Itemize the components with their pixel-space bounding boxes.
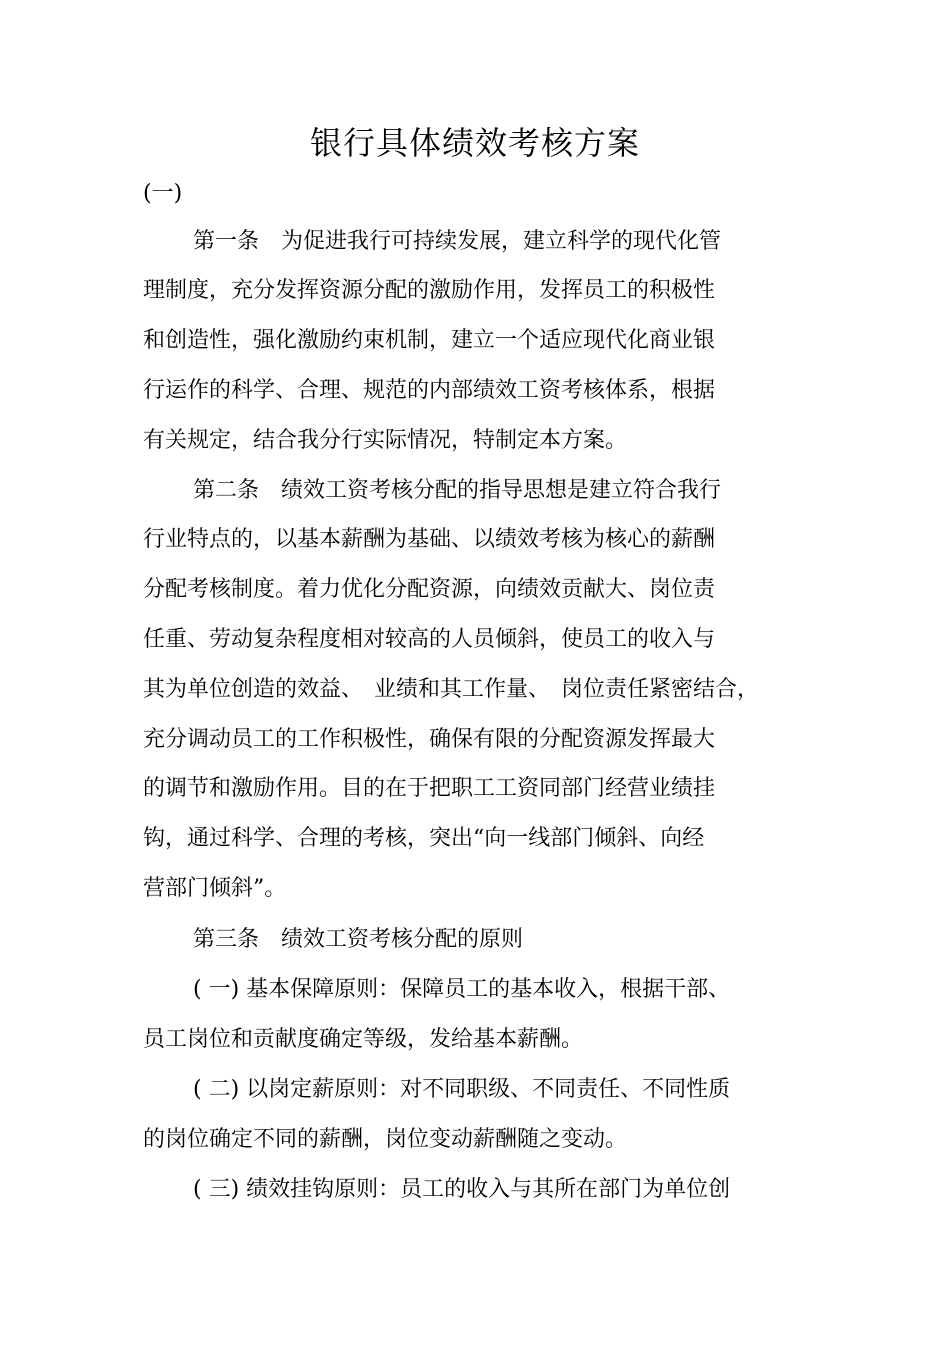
- paragraph-line: 有关规定，结合我分行实际情况，特制定本方案。: [143, 428, 628, 453]
- paragraph-line: 第三条 绩效工资考核分配的原则: [193, 927, 524, 952]
- paragraph-line: 的调节和激励作用。目的在于把职工工资同部门经营业绩挂: [143, 776, 716, 801]
- paragraph-line: ( 一) 基本保障原则：保障员工的基本收入，根据干部、: [193, 977, 731, 1002]
- document-title: 银行具体绩效考核方案: [309, 124, 640, 162]
- paragraph-line: 任重、劳动复杂程度相对较高的人员倾斜，使员工的收入与: [143, 627, 716, 652]
- paragraph-line: 第二条 绩效工资考核分配的指导思想是建立符合我行: [193, 478, 722, 503]
- paragraph-line: 行业特点的，以基本薪酬为基础、以绩效考核为核心的薪酬: [143, 527, 716, 552]
- paragraph-line: 理制度，充分发挥资源分配的激励作用，发挥员工的积极性: [143, 278, 716, 303]
- paragraph-line: 其为单位创造的效益、 业绩和其工作量、 岗位责任紧密结合，: [143, 677, 760, 702]
- paragraph-line: 钩，通过科学、合理的考核，突出“向一线部门倾斜、向经: [143, 826, 705, 851]
- paragraph-line: ( 二) 以岗定薪原则：对不同职级、不同责任、不同性质: [193, 1077, 731, 1102]
- paragraph-line: 营部门倾斜”。: [143, 876, 287, 901]
- section-mark: (一): [143, 181, 183, 206]
- paragraph-line: 的岗位确定不同的薪酬，岗位变动薪酬随之变动。: [143, 1127, 628, 1152]
- paragraph-line: 第一条 为促进我行可持续发展，建立科学的现代化管: [193, 229, 722, 254]
- paragraph-line: 分配考核制度。着力优化分配资源，向绩效贡献大、岗位责: [143, 577, 716, 602]
- paragraph-line: ( 三) 绩效挂钩原则：员工的收入与其所在部门为单位创: [193, 1177, 731, 1202]
- paragraph-line: 行运作的科学、合理、规范的内部绩效工资考核体系，根据: [143, 378, 716, 403]
- paragraph-line: 充分调动员工的工作积极性，确保有限的分配资源发挥最大: [143, 727, 716, 752]
- paragraph-line: 和创造性，强化激励约束机制，建立一个适应现代化商业银: [143, 328, 716, 353]
- paragraph-line: 员工岗位和贡献度确定等级，发给基本薪酬。: [143, 1027, 584, 1052]
